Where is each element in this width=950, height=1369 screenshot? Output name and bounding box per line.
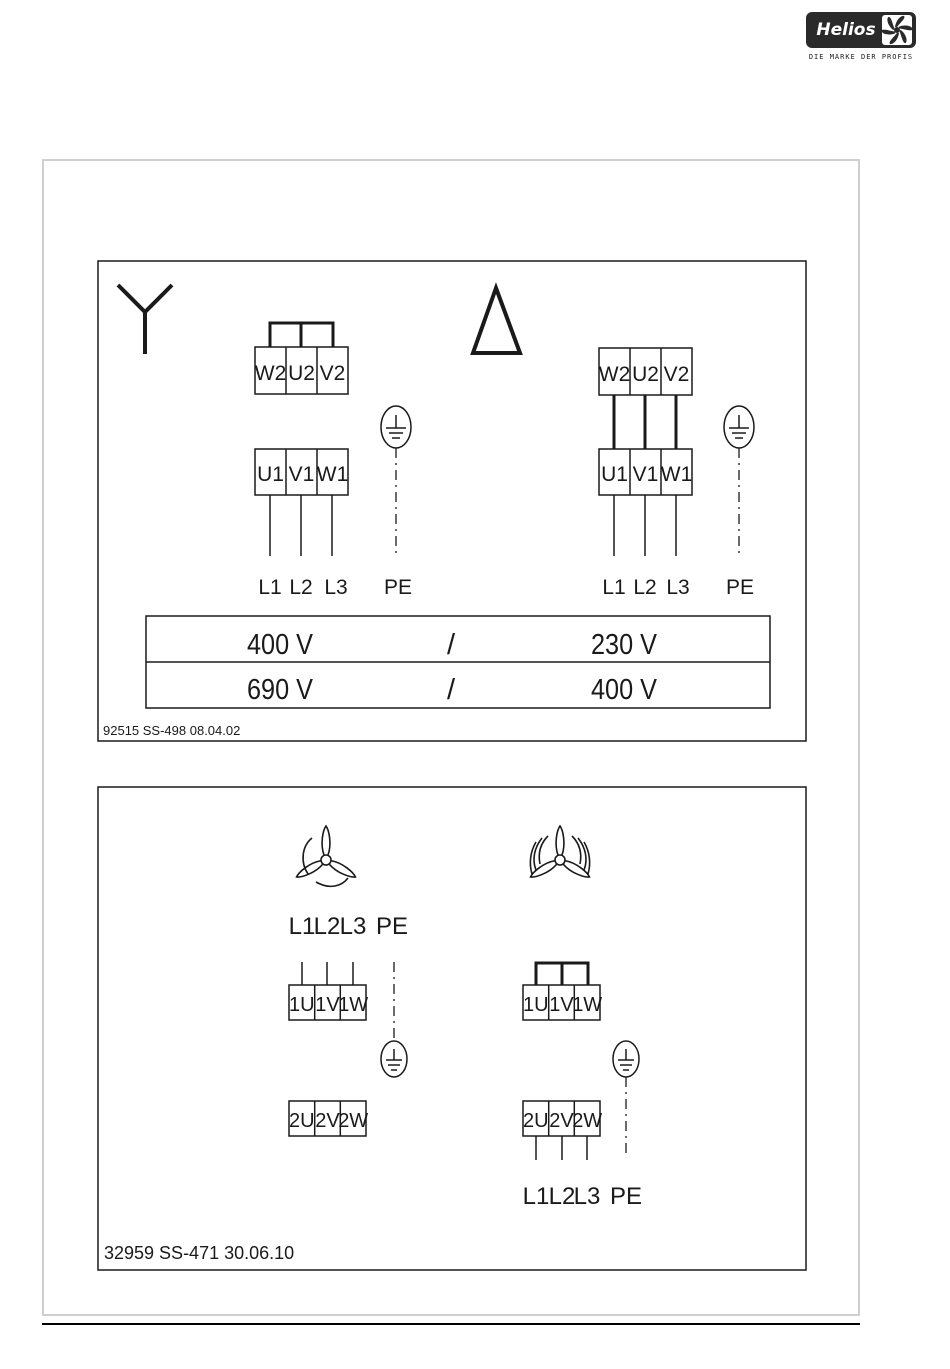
star-feed-wires [270,495,332,556]
voltage-star: 400 V [247,629,314,661]
line-label: L1 [602,576,626,599]
terminal-label: U2 [632,363,659,386]
line-label: L3 [573,1183,601,1210]
line-label: L1 [258,576,282,599]
terminal-label: W2 [598,363,631,386]
panel-border [98,787,806,1270]
logo-tagline: DIE MARKE DER PROFIS [808,53,914,61]
low-speed-top-terminal-block [289,985,368,1020]
voltage-table [146,616,770,708]
terminal-label: 2U [523,1110,549,1132]
diagram-code: 32959 SS-471 30.06.10 [104,1243,295,1263]
panel-two-speed [98,787,806,1270]
delta-feed-wires [614,495,676,556]
high-speed-top-terminal-block [523,985,602,1020]
terminal-label: W1 [316,463,349,486]
terminal-label: W2 [254,362,287,385]
terminal-label: 1V [549,994,574,1016]
terminal-label: 1W [572,994,603,1016]
low-speed-feed-wires [302,962,353,985]
terminal-label: 2W [572,1110,603,1132]
voltage-delta: 230 V [591,629,658,661]
terminal-label: U1 [601,463,628,486]
terminal-label: 2U [289,1110,315,1132]
terminal-label: W1 [660,463,693,486]
terminal-label: 2W [338,1110,369,1132]
star-symbol-icon [118,285,172,354]
delta-bottom-terminal-block [599,449,692,495]
diagram-code: 92515 SS-498 08.04.02 [103,723,241,738]
line-label: PE [609,1183,643,1210]
terminal-label: V2 [319,362,346,385]
star-top-terminal-block [255,347,348,394]
terminal-label: 2V [549,1110,574,1132]
voltage-star: 690 V [247,674,314,706]
voltage-separator: / [446,629,456,661]
high-speed-bottom-terminal-block [523,1101,602,1136]
fan-low-speed-icon [295,826,358,886]
voltage-separator: / [446,674,456,706]
high-speed-earth-icon [613,1041,639,1158]
star-bridge [270,323,333,347]
high-speed-feed-wires [536,1136,587,1160]
voltage-delta: 400 V [591,674,658,706]
low-speed-bottom-terminal-block [289,1101,368,1136]
fan-high-speed-icon [529,826,592,880]
terminal-label: 1V [315,994,340,1016]
star-bottom-terminal-block [255,449,348,495]
line-label: L3 [324,576,348,599]
terminal-label: 1W [338,994,369,1016]
line-label: PE [725,576,755,599]
line-label: L2 [313,913,341,940]
line-label: L1 [288,913,316,940]
low-speed-earth-icon [381,962,407,1077]
star-earth-icon [381,406,411,556]
line-label: L1 [522,1183,550,1210]
line-label: PE [383,576,413,599]
delta-earth-icon [724,406,754,556]
panel-border [98,261,806,741]
terminal-label: 2V [315,1110,340,1132]
high-speed-bridge [536,963,588,985]
delta-symbol-icon [473,288,520,353]
line-label: PE [375,913,409,940]
terminal-label: 1U [523,994,549,1016]
line-label: L2 [289,576,313,599]
line-label: L3 [339,913,367,940]
terminal-label: U2 [288,362,315,385]
terminal-label: U1 [257,463,284,486]
logo-brand: Helios [816,20,876,40]
terminal-label: V1 [288,463,315,486]
terminal-label: V1 [632,463,659,486]
delta-top-terminal-block [599,348,692,395]
terminal-label: V2 [663,363,690,386]
line-label: L2 [633,576,657,599]
line-label: L3 [666,576,690,599]
delta-links [614,395,676,449]
panel-star-delta [98,261,806,741]
line-label: L2 [548,1183,576,1210]
terminal-label: 1U [289,994,315,1016]
